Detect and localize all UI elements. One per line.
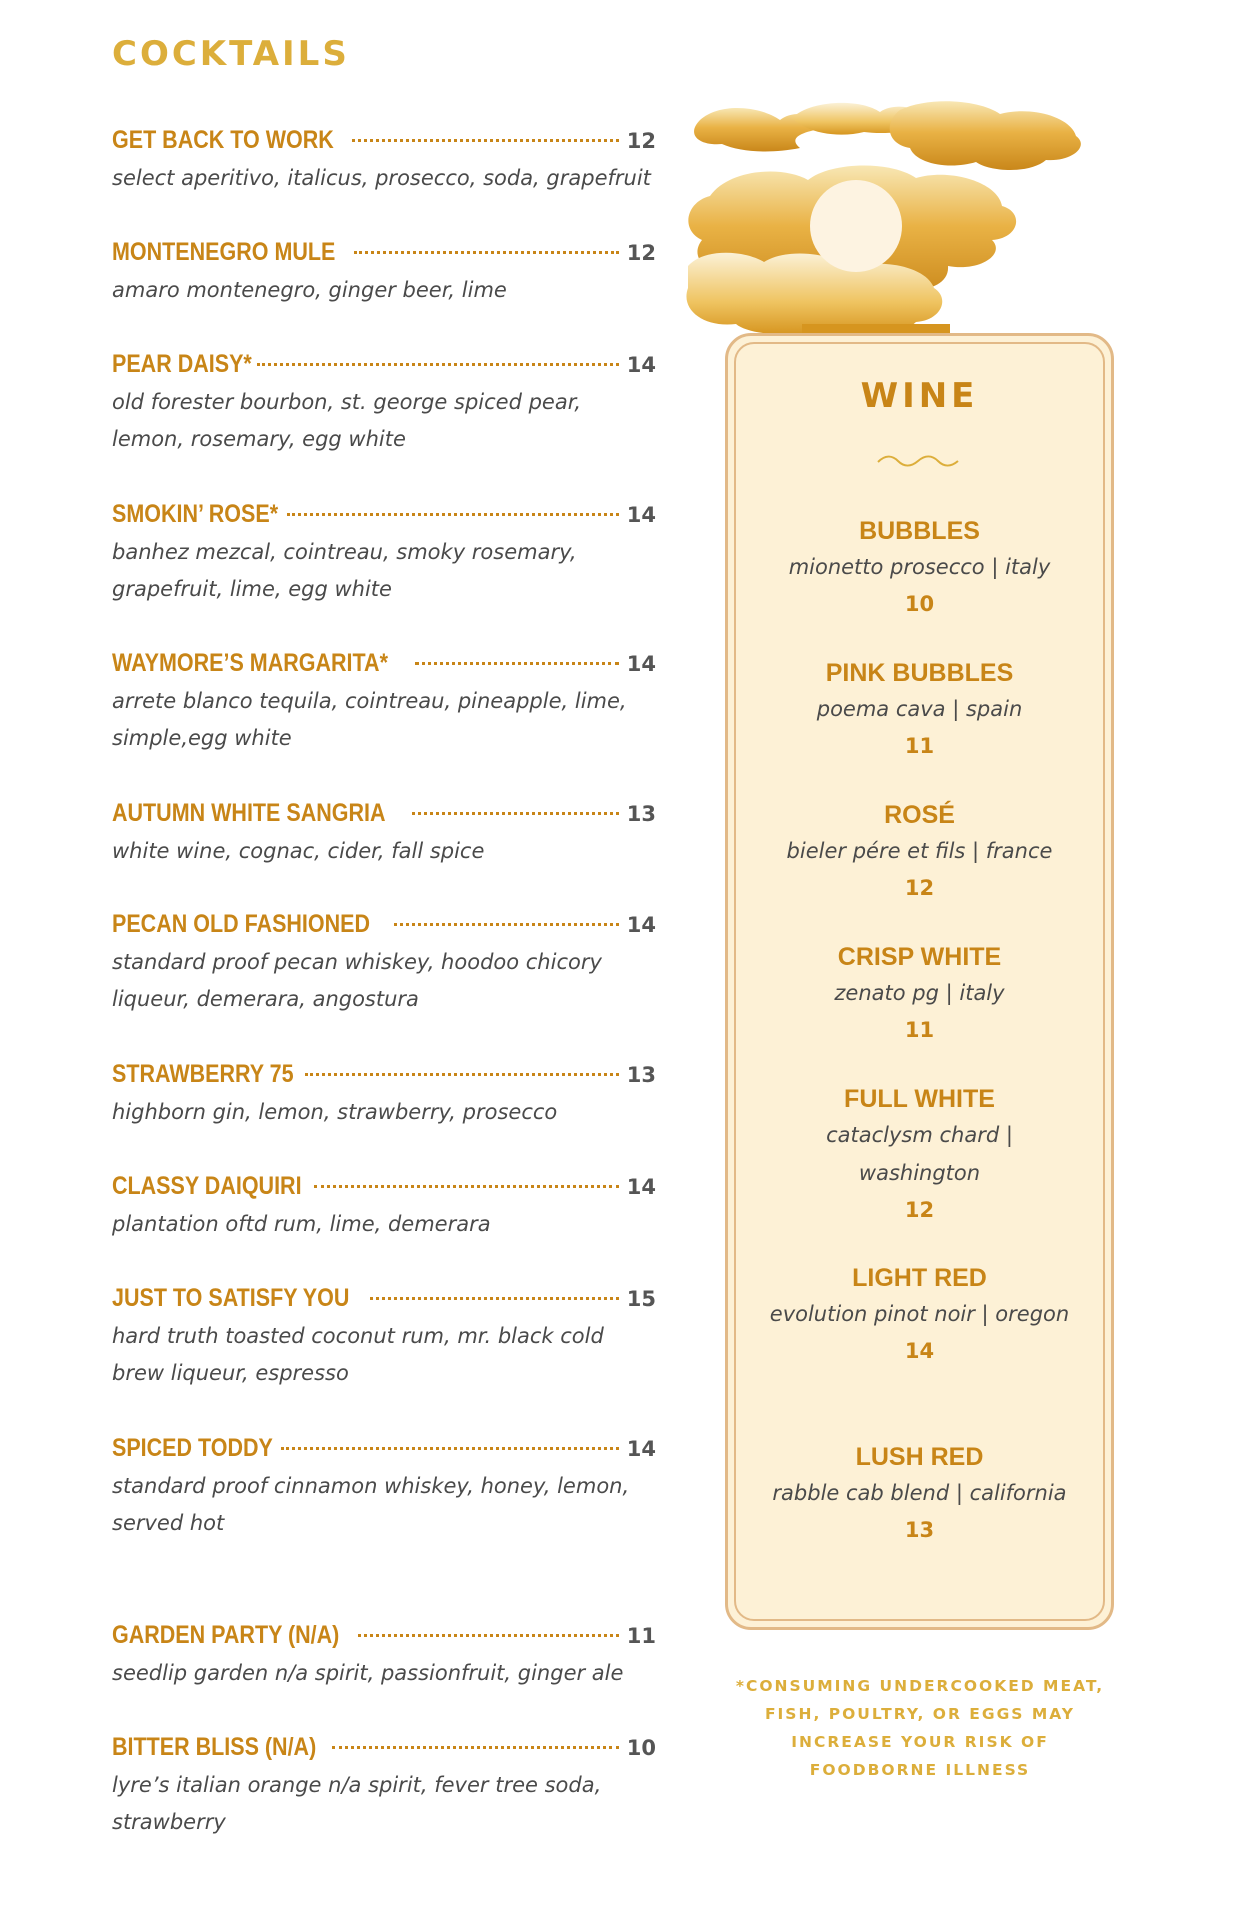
wine-item (728, 940, 1111, 1048)
cocktail-description: white wine, cognac, cider, fall spice (112, 839, 485, 863)
cocktail-description: old forester bourbon, st. george spiced pear, lemon, rosemary, egg white (112, 390, 582, 451)
cocktail-price: 14 (626, 913, 656, 937)
cocktail-name: AUTUMN WHITE SANGRIA (112, 799, 386, 827)
wine-name: FULL WHITE (844, 1085, 995, 1113)
cocktail-price: 14 (626, 353, 656, 377)
wine-item (728, 1440, 1111, 1548)
sun-cloud-illustration (680, 98, 1100, 338)
cocktail-price: 10 (626, 1736, 656, 1760)
cocktail-description: standard proof pecan whiskey, hoodoo chicory liqueur, demerara, angostura (112, 950, 602, 1011)
cocktail-price: 13 (626, 1063, 656, 1087)
cocktail-name: SPICED TODDY (112, 1434, 273, 1462)
dot-leader (370, 1296, 619, 1300)
dot-leader (354, 250, 619, 254)
dot-leader (314, 1184, 618, 1188)
cocktail-name: SMOKIN’ ROSE* (112, 500, 279, 528)
wine-price: 14 (904, 1339, 935, 1363)
wine-name: CRISP WHITE (837, 943, 1002, 971)
wine-price: 10 (904, 592, 935, 616)
dot-leader (358, 1633, 618, 1637)
cocktail-item (112, 1428, 656, 1542)
cocktail-description: banhez mezcal, cointreau, smoky rosemary, grapefruit, lime, egg white (112, 540, 577, 601)
dot-leader (352, 138, 619, 142)
dot-leader (287, 512, 619, 516)
wine-name: PINK BUBBLES (825, 659, 1014, 687)
cocktail-item (112, 1278, 656, 1392)
cocktail-item (112, 904, 656, 1018)
cocktail-item (112, 1727, 656, 1841)
cocktail-price: 12 (626, 241, 656, 265)
cocktail-item (112, 1166, 656, 1243)
food-safety-disclaimer: *CONSUMING UNDERCOOKED MEAT, FISH, POULTRY, OR EGGS MAY INCREASE YOUR RISK OF FOODBORNE ILLNESS (735, 1677, 1105, 1779)
cocktail-price: 12 (626, 129, 656, 153)
wine-description: bieler pére et fils | france (786, 839, 1053, 863)
dot-leader (415, 661, 619, 665)
cocktail-item (112, 494, 656, 608)
cocktail-price: 13 (626, 802, 656, 826)
dot-leader (305, 1072, 619, 1076)
wine-description: rabble cab blend | california (772, 1481, 1067, 1505)
cocktail-description: plantation oftd rum, lime, demerara (112, 1212, 491, 1236)
cocktail-item (112, 793, 656, 870)
wine-price: 11 (904, 734, 935, 758)
cocktail-name: GET BACK TO WORK (112, 126, 334, 154)
squiggle-divider-icon (876, 454, 960, 468)
cocktail-item (112, 232, 656, 309)
wine-description: evolution pinot noir | oregon (769, 1302, 1070, 1326)
dot-leader (281, 1446, 619, 1450)
cocktail-price: 14 (626, 1437, 656, 1461)
wine-heading: WINE (860, 376, 979, 416)
cocktail-name: STRAWBERRY 75 (112, 1060, 294, 1088)
wine-item (728, 1082, 1111, 1228)
dot-leader (257, 362, 619, 366)
wine-item (728, 798, 1111, 906)
wine-price: 11 (904, 1018, 935, 1042)
cocktail-item (112, 643, 656, 757)
wine-price: 12 (904, 876, 935, 900)
cocktail-description: hard truth toasted coconut rum, mr. black cold brew liqueur, espresso (112, 1324, 604, 1385)
wine-price: 13 (904, 1518, 935, 1542)
cocktail-price: 14 (626, 1175, 656, 1199)
cocktail-description: amaro montenegro, ginger beer, lime (112, 278, 507, 302)
cocktail-item (112, 1615, 656, 1692)
wine-description: poema cava | spain (816, 697, 1023, 721)
wine-panel (725, 333, 1114, 1630)
dot-leader (332, 1745, 619, 1749)
wine-item (728, 1261, 1111, 1369)
cocktail-name: JUST TO SATISFY YOU (112, 1284, 350, 1312)
cocktail-description: seedlip garden n/a spirit, passionfruit, ginger ale (112, 1661, 624, 1685)
dot-leader (394, 922, 619, 926)
cocktail-name: CLASSY DAIQUIRI (112, 1172, 302, 1200)
cocktail-price: 15 (626, 1287, 656, 1311)
cocktail-description: standard proof cinnamon whiskey, honey, lemon, served hot (112, 1474, 630, 1535)
cocktail-name: GARDEN PARTY (N/A) (112, 1621, 340, 1649)
wine-name: BUBBLES (859, 517, 980, 545)
cocktail-item (112, 120, 656, 197)
wine-name: LUSH RED (855, 1443, 984, 1471)
wine-description: cataclysm chard | washington (826, 1123, 1013, 1185)
cocktail-price: 14 (626, 503, 656, 527)
cocktail-name: PECAN OLD FASHIONED (112, 910, 371, 938)
wine-description: zenato pg | italy (834, 981, 1005, 1005)
cocktail-description: lyre’s italian orange n/a spirit, fever tree soda, strawberry (112, 1773, 602, 1834)
cocktail-name: WAYMORE’S MARGARITA* (112, 649, 388, 677)
cocktail-name: MONTENEGRO MULE (112, 238, 336, 266)
cocktail-item (112, 1054, 656, 1131)
cocktail-item (112, 344, 656, 458)
cocktail-name: PEAR DAISY* (112, 350, 252, 378)
cocktail-price: 14 (626, 652, 656, 676)
cocktail-description: arrete blanco tequila, cointreau, pineapple, lime, simple,egg white (112, 689, 627, 750)
wine-name: LIGHT RED (852, 1264, 987, 1292)
cocktail-description: highborn gin, lemon, strawberry, prosecco (112, 1100, 558, 1124)
wine-name: ROSÉ (884, 801, 955, 829)
wine-price: 12 (904, 1198, 935, 1222)
cocktail-name: BITTER BLISS (N/A) (112, 1733, 317, 1761)
cocktail-price: 11 (626, 1624, 656, 1648)
wine-item (728, 656, 1111, 764)
wine-item (728, 514, 1111, 622)
cocktails-heading: COCKTAILS (112, 34, 350, 74)
cocktail-description: select aperitivo, italicus, prosecco, soda, grapefruit (112, 166, 651, 190)
wine-description: mionetto prosecco | italy (788, 555, 1051, 579)
dot-leader (412, 811, 619, 815)
